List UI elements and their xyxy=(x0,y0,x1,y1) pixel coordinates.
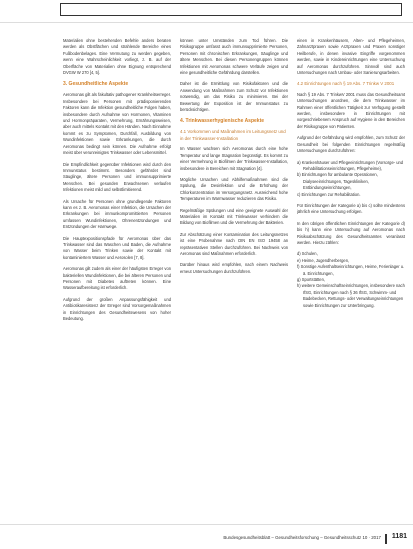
paragraph: Als Ursache für Personen ohne grundlegende Faktoren kann es z. B. Aeromonas einer Infektion, die Ursachen der Erkrankungen bei immunkompromittierten Personen umfassen Wundinfektionen, Ohrenentzündungen und Entzündungen der Harnwege. xyxy=(63,198,171,230)
paragraph: Zur Abschätzung einer Kontamination des Leitungsnetzes ist eine Probenahme nach DIN EN ISO 19458 an repräsentativen Stellen durchzuführen. Bei Nachweis von Aeromonas sind Maßnahmen erforderlich. xyxy=(180,231,288,256)
section-heading-3: 3. Gesundheitliche Aspekte xyxy=(63,81,129,88)
paragraph: Daher ist die Ermittlung von Risikofaktoren und die Anwendung von Maßnahmen zum Schutz vor Infektionen notwendig, um das Risiko zu minimieren. Bei der Bewertung der Exposition ist der Immunstatus zu berücksichtigen. xyxy=(180,81,288,113)
footer-divider xyxy=(385,534,387,544)
subsection-heading-4-2: 4.2 Einrichtungen nach § 19 Abs. 7 Trinkw V 2001 xyxy=(297,81,395,87)
page-header xyxy=(0,0,413,23)
paragraph: können unter Umständen zum Tod führen. Die Risikogruppe umfasst auch immunsupprimierte Personen, Personen mit chronischen Erkrankungen, Säuglinge und ältere Menschen. Bei diesen Personengruppen können Infektionen mit Aeromonas schwere Verläufe zeigen und eine gesundheitliche Gefährdung darstellen. xyxy=(180,38,288,76)
list-item: g) Sportstätten, xyxy=(297,277,325,282)
list-item: d) Schulen, xyxy=(297,251,318,257)
paragraph: In den übrigen öffentlichen Einrichtungen der Kategorie d) bis h) kann eine Untersuchung auf Aeromonas nach Risikoabschätzung des Gesundheitsamtes veranlasst werden. Hierzu zählen: xyxy=(297,220,405,245)
paragraph: Aufgrund der Gefährdung wird empfohlen, zum Schutz der Gesundheit bei folgenden Einrichtungen regelmäßig Untersuchungen durchzuführen: xyxy=(297,135,405,154)
paragraph: einen in Krankenhäusern, Alten- und Pflegeheimen, Zahnarztpraxen sowie Arztpraxen und Praxen sonstiger Heilberufe, in denen invasive Eingriffe vorgenommen werden, sowie in Kindereinrichtungen eine Untersuchung auf Aeromonas durchzuführen. Sinnvoll sind auch Untersuchungen nach Umbau- oder Sanierungsarbeiten. xyxy=(297,38,405,76)
paragraph: Nach § 19 Abs. 7 TrinkwV 2001 muss das Gesundheitsamt Untersuchungen anordnen, die dem Trinkwasser im Rahmen einer öffentlichen Tätigkeit zur Verfügung gestellt werden, insbesondere in Einrichtungen mit vorgeschriebenem Anspruch auf Hygiene in den Bereichen der Risikogruppe von Patienten. xyxy=(297,91,405,129)
paragraph: Aufgrund der großen Anpassungsfähigkeit und Antibiotikaresistenz der Erreger sind Vorsorgemaßnahmen in Einrichtungen des Gesundheitswesens von hoher Bedeutung. xyxy=(63,296,171,322)
list-item: b) Einrichtungen für ambulante Operationen, Dialyseeinrichtungen, Tageskliniken, Entbindungseinrichtungen, xyxy=(297,172,378,191)
text-column-2 xyxy=(180,38,288,508)
journal-citation: Bundesgesundheitsblatt – Gesundheitsforschung – Gesundheitsschutz 10 · 2017 xyxy=(223,535,381,540)
paragraph: Regelmäßige Spülungen und eine geeignete Auswahl der Materialien im Kontakt mit Trinkwasser verhindern die Bildung von Biofilmen und die Vermehrung der Bakterien. xyxy=(180,207,288,226)
paragraph: Materialien ohne bestehenden Befehle anders beraten werden als Obstflächen und strahlende Bereiche eines Fußbodenbelages. Eine Vermutung zu werden gegeben, wenn eine Wahrscheinlichkeit vorliegt, z. B. auf der Oberfläche von Materialien ohne Eignung entsprechend DVGW W 270 [4, 5]. xyxy=(63,38,171,76)
paragraph: Die Hauptexpositionspfade für Aeromonas über das Trinkwasser sind das Waschen und Baden, die Aufnahme von Wasser beim Trinken sowie der Kontakt mit kontaminiertem Wasser und Aerosolen [7, 8]. xyxy=(63,235,171,260)
paragraph: Für Einrichtungen der Kategorie a) bis c) sollte mindestens jährlich eine Untersuchung erfolgen. xyxy=(297,202,405,215)
paragraph: Im Wasser wachsen sich Aeromonas durch eine hohe Temperatur und lange Stagnation begünstigt. Es kommt zu einer Vermehrung in Biofilmen der Trinkwasser-Installation, insbesondere in Bereichen mit Stagnation [4]. xyxy=(180,146,288,171)
paragraph: Die Empfindlichkeit gegenüber Infektionen wird durch den Immunstatus bestimmt. Besonders gefährdet sind Säuglinge, ältere Personen und immunsupprimierte Menschen. Bei gesunden Erwachsenen verlaufen Infektionen meist mild und selbstlimitierend. xyxy=(63,161,171,193)
text-column-3 xyxy=(297,38,405,508)
list-item: c) Einrichtungen zur Rehabilitation. xyxy=(297,191,361,197)
list-item: f) Sonstige Aufenthaltseinrichtungen, Heime, Ferienlager u. ä. Einrichtungen, xyxy=(297,264,405,276)
subsection-heading-4-1: 4.1 Vorkommen und Maßnahmen im Leitungsnetz und in der Trinkwasser-Installation xyxy=(180,129,286,141)
text-column-1 xyxy=(63,38,171,508)
header-box xyxy=(60,3,402,16)
page-number: 1181 xyxy=(391,533,407,540)
paragraph: Darüber hinaus wird empfohlen, nach einem Nachweis erneut Untersuchungen durchzuführen. xyxy=(180,262,288,274)
list-item: a) Krankenhäuser und Pflegeeinrichtungen (Vorsorge- und Rehabilitationseinrichtungen, Pflegeheime), xyxy=(297,159,404,171)
list-item: h) weitere Gemeinschaftseinrichtungen, insbesondere nach IfSG, Einrichtungen nach § 36 IfSG, Schwimm- und Badebecken, Rettungs- oder Verwaltungseinrichtungen sowie Einrichtungen zur Unterbringung. xyxy=(297,283,405,308)
paragraph: Aeromonas gilt zudem als einer der häufigsten Erreger von bakteriellen Wundinfektionen, die bei älteren Personen und Personen mit Diabetes auftreten können. Eine Wasseraufbereitung ist erforderlich. xyxy=(63,266,171,291)
page-footer xyxy=(0,524,413,549)
facility-list-1 xyxy=(297,160,405,198)
section-heading-4: 4. Trinkwasserhygienische Aspekte xyxy=(180,118,265,125)
list-item: e) Heime, Jugendherbergen, xyxy=(297,257,350,263)
facility-list-2 xyxy=(297,251,405,309)
paragraph: Mögliche Ursachen und Abhilfemaßnahmen sind die Spülung, die Desinfektion und die Erhöhung der Chlorkonzentration im Versorgungsnetz. Ausreichend hohe Temperaturen im Warmwasser reduzieren das Risiko. xyxy=(180,176,288,202)
paragraph: Aeromonas gilt als fakultativ pathogener Krankheitserreger. Insbesondere bei Personen mit prädisponierenden Faktoren kann die Infektion gesundheitliche Folgen haben, insbesondere durch Aufnahme von Hormonen, Vitaminen und Hormonpräparaten, Vermehrung, Ernährungsweisen, aber auch mittels Kontakt mit den Händen. Nach Einnahme kommt es zu Symptomen, Durchfall, Ausbildung von Wundinfektionen sowie Erkrankungen, die durch Aeromonas bedingt sein können. Die Aufnahme erfolgt meist über verunreinigtes Trinkwasser oder Lebensmittel. xyxy=(63,92,171,156)
